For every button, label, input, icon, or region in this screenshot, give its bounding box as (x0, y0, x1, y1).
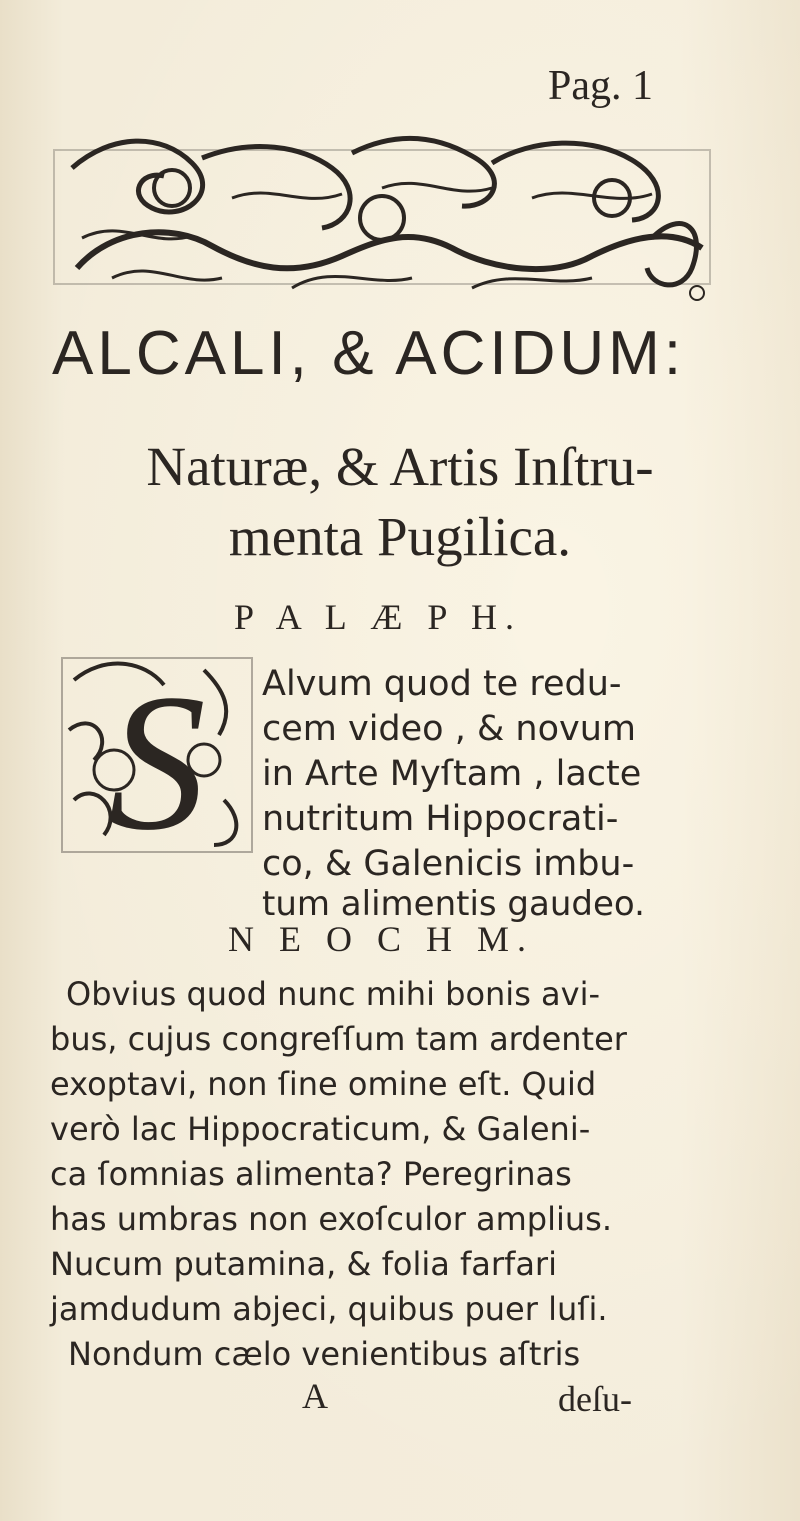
page-title: ALCALI, & ACIDUM: (52, 319, 686, 388)
decorated-initial (54, 650, 260, 860)
catchword: deſu- (558, 1379, 632, 1419)
text-line: cem video , & novum (262, 709, 636, 749)
signature-mark: A (302, 1376, 328, 1416)
subtitle-line: Naturæ, & Artis Inſtru- (146, 436, 654, 497)
text-line: nutritum Hippocrati- (262, 799, 619, 839)
text-line: exoptavi, non ſine omine eſt. Quid (50, 1065, 597, 1103)
text-line: Obvius quod nunc mihi bonis avi- (66, 975, 601, 1013)
speaker-name: P A L Æ P H. (234, 597, 523, 637)
text-line: Nucum putamina, & folia farfari (50, 1245, 557, 1283)
subtitle-line: menta Pugilica. (228, 506, 572, 567)
text-line: ca ſomnias alimenta? Peregrinas (50, 1155, 572, 1193)
ornamental-headpiece (52, 128, 712, 308)
text-line: jamdudum abjeci, quibus puer luſi. (50, 1290, 608, 1328)
subtitle (40, 432, 760, 572)
page-number: Pag. 1 (548, 63, 653, 109)
text-line: Alvum quod te redu- (262, 664, 622, 704)
text-line: Nondum cælo venientibus aſtris (68, 1335, 581, 1373)
initial-letter: S (108, 654, 206, 860)
text-line: tum alimentis gaudeo. (262, 884, 645, 924)
text-line: has umbras non exoſculor amplius. (50, 1200, 613, 1238)
speaker-name: N E O C H M. (228, 919, 535, 959)
text-line: in Arte Myſtam , lacte (262, 754, 642, 794)
text-line: verò lac Hippocraticum, & Galeni- (50, 1110, 591, 1148)
text-line: bus, cujus congreſſum tam ardenter (50, 1020, 627, 1058)
text-line: co, & Galenicis imbu- (262, 844, 635, 884)
